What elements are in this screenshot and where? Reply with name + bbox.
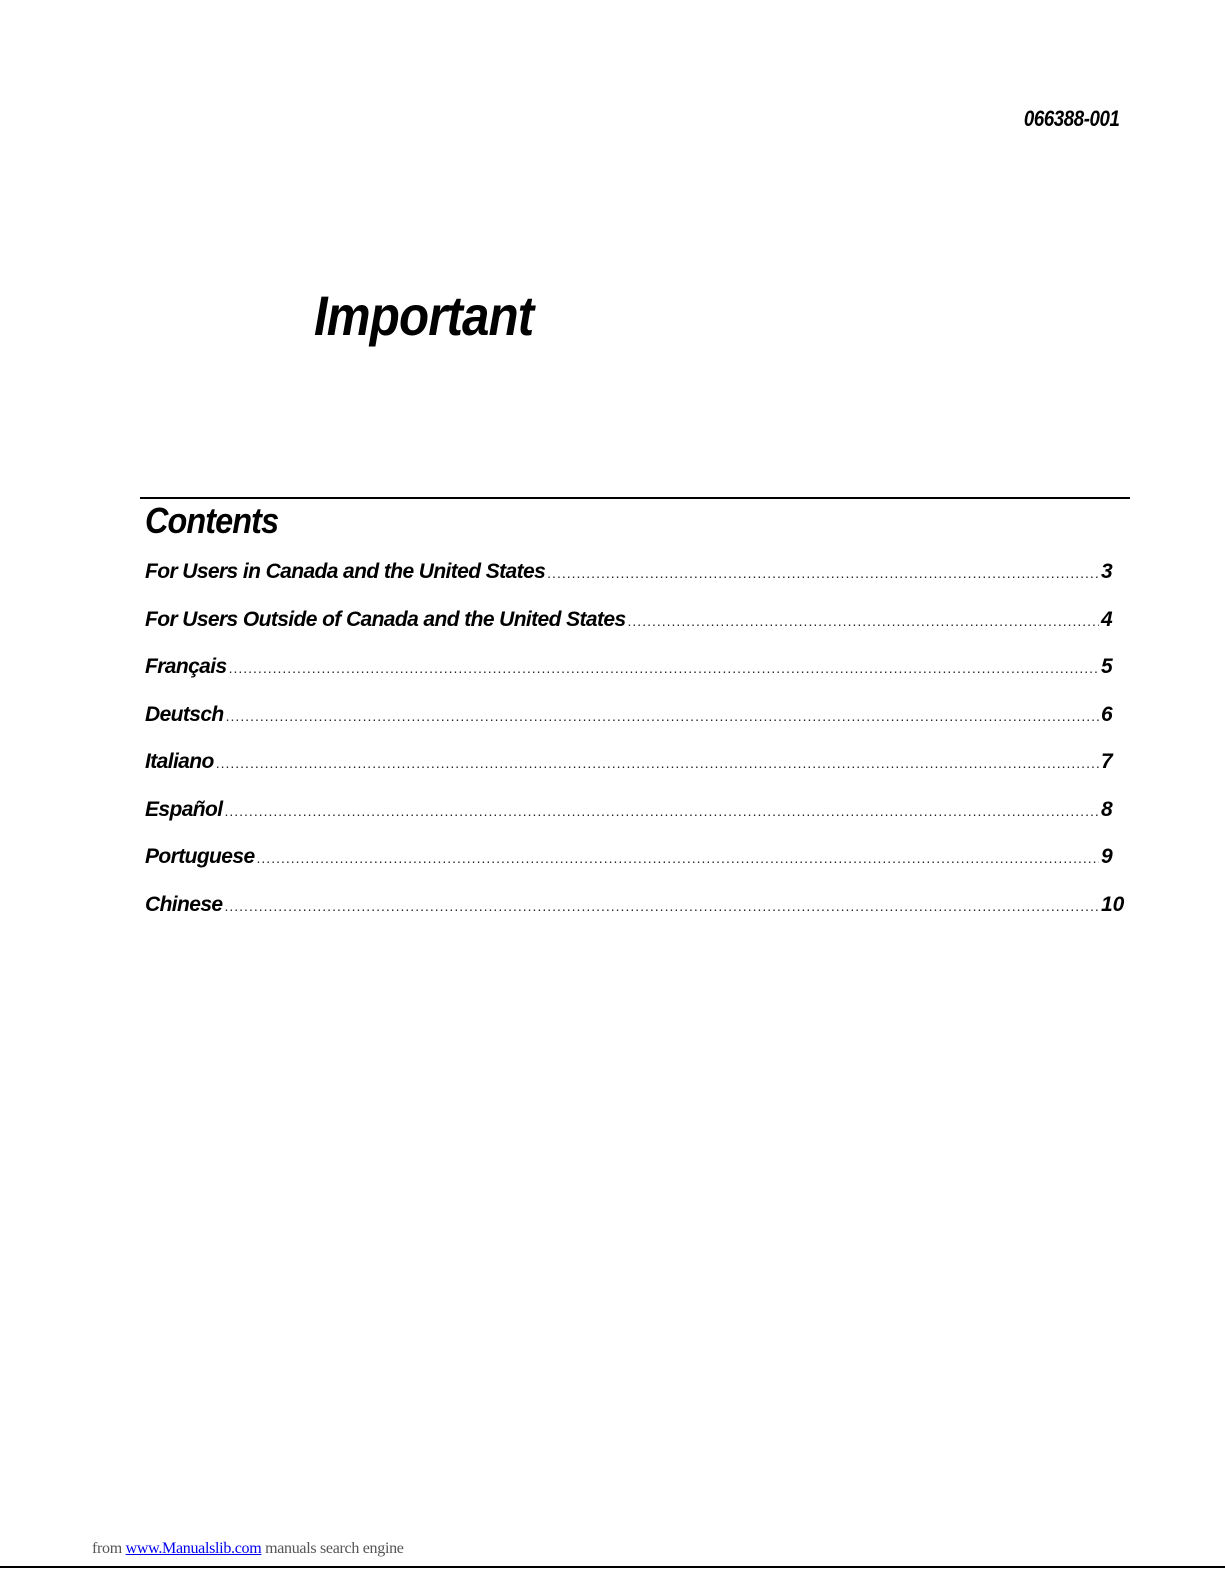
toc-entry-label: Deutsch — [145, 702, 224, 726]
toc-page-number: 5 — [1101, 655, 1113, 678]
toc-entry-deutsch[interactable] — [145, 703, 1127, 751]
toc-dot-leader — [628, 613, 1099, 629]
toc-entry-espanol[interactable] — [145, 798, 1127, 846]
toc-entry-chinese[interactable] — [145, 893, 1127, 941]
toc-entry-label: Italiano — [145, 750, 214, 773]
toc-entry-portuguese[interactable] — [145, 845, 1127, 893]
page-title: Important — [314, 284, 534, 347]
document-number: 066388-001 — [1023, 106, 1119, 131]
toc-dot-leader — [216, 755, 1099, 771]
toc-dot-leader — [547, 565, 1099, 581]
table-of-contents — [145, 560, 1127, 940]
contents-heading: Contents — [145, 500, 279, 541]
toc-entry-outside-canada-us[interactable] — [145, 608, 1127, 656]
manualslib-link[interactable]: www.Manualslib.com — [125, 1540, 262, 1557]
toc-entry-label: For Users in Canada and the United States — [145, 560, 546, 583]
toc-page-number: 8 — [1101, 797, 1113, 821]
toc-page-number: 10 — [1101, 892, 1125, 916]
footer-suffix: manuals search engine — [265, 1540, 404, 1557]
toc-entry-label: Portuguese — [145, 845, 255, 868]
toc-entry-francais[interactable] — [145, 655, 1127, 703]
toc-entry-label: Chinese — [145, 892, 223, 916]
toc-entry-label: Français — [145, 655, 227, 678]
toc-page-number: 3 — [1101, 560, 1113, 583]
footer-prefix: from — [92, 1540, 122, 1557]
toc-page-number: 4 — [1101, 607, 1113, 631]
toc-page-number: 6 — [1101, 702, 1113, 726]
toc-dot-leader — [224, 803, 1099, 819]
toc-entry-canada-us[interactable] — [145, 560, 1127, 608]
toc-entry-italiano[interactable] — [145, 750, 1127, 798]
toc-dot-leader — [257, 850, 1099, 866]
toc-page-number: 7 — [1101, 750, 1113, 773]
toc-page-number: 9 — [1101, 845, 1113, 868]
section-divider — [140, 497, 1130, 499]
toc-entry-label: Español — [145, 797, 223, 821]
bottom-border — [0, 1566, 1225, 1568]
toc-dot-leader — [225, 898, 1100, 914]
toc-dot-leader — [226, 708, 1099, 724]
source-footer — [92, 1540, 404, 1558]
toc-entry-label: For Users Outside of Canada and the United States — [145, 607, 626, 631]
toc-dot-leader — [229, 660, 1099, 676]
